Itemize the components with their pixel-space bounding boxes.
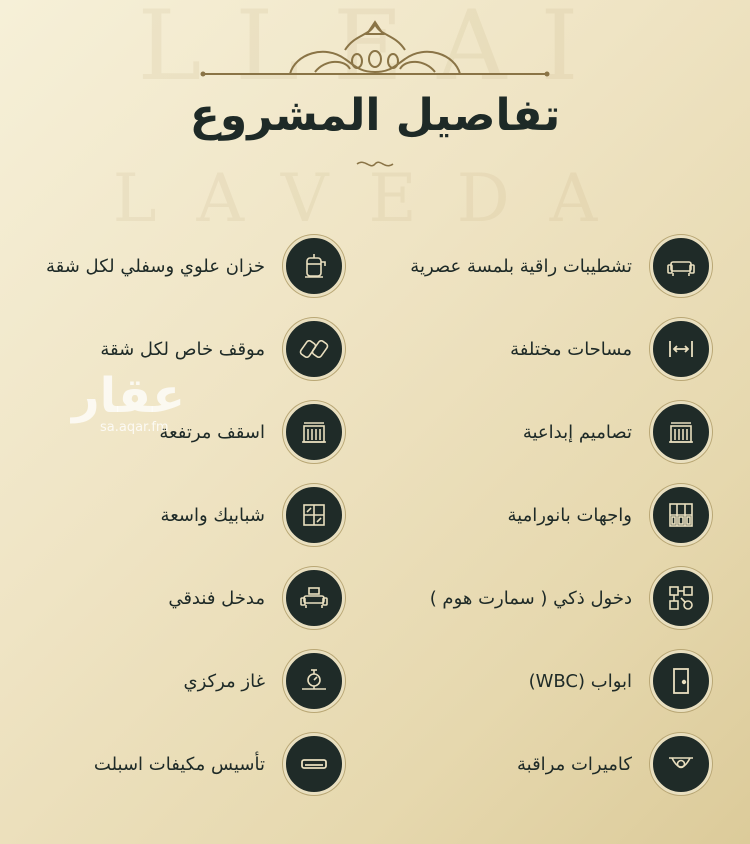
feature-cameras — [392, 733, 712, 795]
sofa-icon — [650, 235, 712, 297]
hotel-entrance-icon — [283, 567, 345, 629]
feature-designs — [392, 401, 712, 463]
feature-smart-entry — [392, 567, 712, 629]
gas-icon — [283, 650, 345, 712]
feature-label: مدخل فندقي — [168, 587, 265, 609]
features-right-column — [392, 235, 712, 816]
width-arrows-icon — [650, 318, 712, 380]
split-ac-icon — [283, 733, 345, 795]
watermark-url: sa.aqar.fm — [100, 420, 169, 435]
water-tank-icon — [283, 235, 345, 297]
feature-label: خزان علوي وسفلي لكل شقة — [46, 255, 265, 277]
feature-label: واجهات بانورامية — [507, 504, 632, 526]
feature-water-tank — [25, 235, 345, 297]
background-brand-text: LLEAI — [137, 0, 613, 102]
feature-gas — [25, 650, 345, 712]
feature-label: مساحات مختلفة — [510, 338, 632, 360]
parking-icon — [283, 318, 345, 380]
feature-label: موقف خاص لكل شقة — [100, 338, 265, 360]
door-icon — [650, 650, 712, 712]
feature-facades — [392, 484, 712, 546]
ceiling-icon — [283, 401, 345, 463]
background-brand-subtext: LAVEDA — [112, 160, 638, 237]
window-icon — [283, 484, 345, 546]
feature-finishing — [392, 235, 712, 297]
feature-hotel-entrance — [25, 567, 345, 629]
feature-label: تصاميم إبداعية — [522, 421, 632, 443]
camera-icon — [650, 733, 712, 795]
feature-windows — [25, 484, 345, 546]
watermark-logo: عقار — [72, 368, 185, 424]
feature-doors — [392, 650, 712, 712]
feature-label: دخول ذكي ( سمارت هوم ) — [429, 587, 632, 609]
feature-spaces — [392, 318, 712, 380]
feature-label: غاز مركزي — [183, 670, 265, 692]
title-ornament — [195, 14, 555, 86]
feature-label: ابواب (WBC) — [528, 670, 632, 692]
feature-label: شبابيك واسعة — [160, 504, 265, 526]
title-underline-ornament — [355, 157, 395, 171]
smart-home-icon — [650, 567, 712, 629]
feature-label: اسقف مرتفعة — [159, 421, 265, 443]
feature-split-ac — [25, 733, 345, 795]
feature-label: تشطيبات راقية بلمسة عصرية — [410, 255, 632, 277]
feature-label: كاميرات مراقبة — [517, 753, 632, 775]
page-title: تفاصيل المشروع — [189, 90, 561, 141]
features-left-column — [25, 235, 345, 816]
feature-label: تأسيس مكيفات اسبلت — [93, 753, 265, 775]
facade-icon — [650, 484, 712, 546]
building-icon — [650, 401, 712, 463]
